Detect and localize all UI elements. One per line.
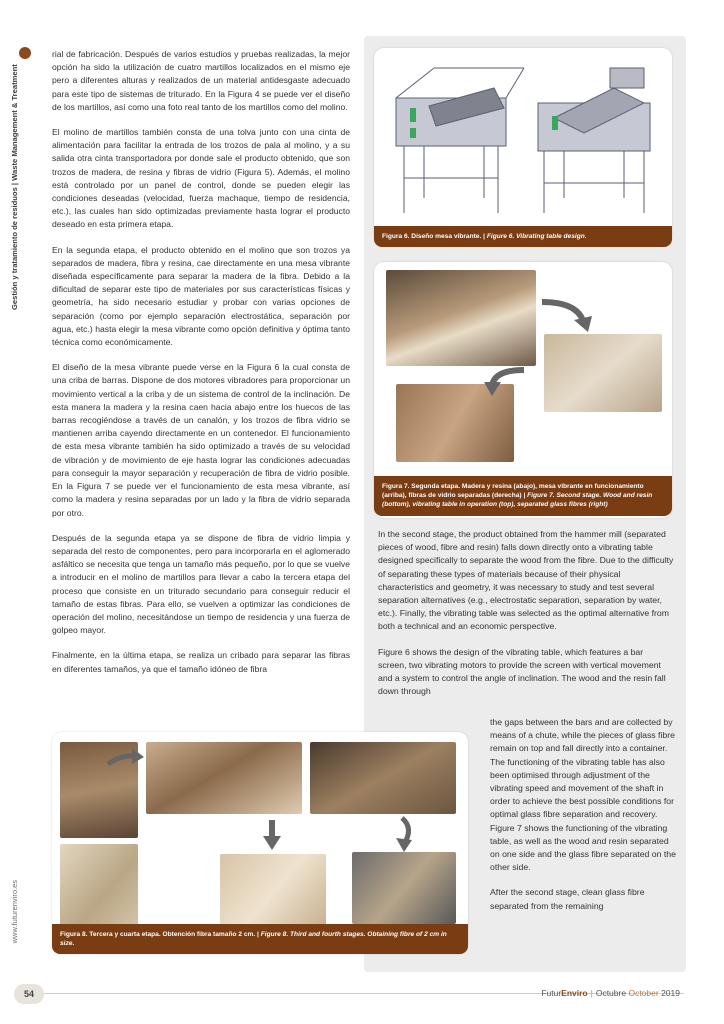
process-arrow-icon (52, 732, 468, 954)
month-es: Octubre (595, 988, 627, 998)
month-en: October (628, 988, 659, 998)
page-number: 54 (14, 984, 44, 1004)
year: 2019 (661, 988, 680, 998)
figure-6-card (374, 48, 672, 246)
section-label: Gestión y tratamiento de residuos | Waste Management & Treatment (10, 64, 19, 310)
brand-name-a: Futur (541, 988, 562, 998)
paragraph: the gaps between the bars and are collected by means of a chute, while the pieces of glass fibre remain on top and fall directly into a container. The functioning of the vibrating table has also been optimised through adjustment of the vibrating speed and movement of the shaft in order to achieve the best possible conditions for optimal glass fibre separation and recovery. Figure 7 shows the functioning of the vibrating table, as well as the wood and resin separated on one side and the glass fibre separated on the other side. (490, 717, 676, 873)
process-arrow-icon (374, 262, 672, 472)
figure-7-card (374, 262, 672, 518)
vibrating-table-design-drawing (374, 48, 672, 223)
paragraph: El molino de martillos también consta de una tolva junto con una cinta de alimentación para facilitar la entrada de los trozos de pala al molino, y a su salida otra cinta transportadora por donde sale el producto obtenido, que son trozos de madera, de resina y fibras de vidrio (Figura 5). Además, el molino está controlado por un panel de control, donde se pueden elegir las condiciones deseadas (velocidad, fuerza machaque, tiempo de residencia, etc.), las cuales han sido optimizadas previamente hasta lograr el producto deseado en esta primera etapa. (52, 127, 350, 230)
figure-8-caption: Figura 8. Tercera y cuarta etapa. Obtención fibra tamaño 2 cm. | Figure 8. Third and fourth stages. Obtaining fibre of 2 cm in size. (52, 924, 468, 954)
paragraph: Después de la segunda etapa ya se dispone de fibra de vidrio limpia y separada del resto de componentes, pero para incorporarla en el aglomerado asfáltico se necesita que tenga un tamaño más pequeño, por lo que se vuelve a introducir en el molino de martillos para llevar a cabo la tercera etapa del proceso que consiste en un triturado secundario para conseguir reducir el tamaño de estas fibras. Para ello, se vuelven a optimizar las condiciones de operación del molino, necesitándose un tiempo de residencia y una fuerza de golpeo mayor. (52, 532, 350, 636)
website-label[interactable]: www.futurenviro.es (10, 880, 19, 944)
right-article-column (378, 528, 674, 710)
figure-8-card (52, 732, 468, 954)
paragraph: El diseño de la mesa vibrante puede verse en la Figura 6 la cual consta de una criba de barras. Dispone de dos motores vibradores para proporcionar un movimiento vertical a la criba y de un sistema de control de la inclinación. De esta manera la madera y la resina caen hacia abajo entre los huecos de las barras recogiéndose a través de un canalón, y los trozos de fibra vidrio se mantienen arriba cayendo directamente en un contenedor. El funcionamiento de esta mesa vibrante también ha sido optimizado a través de su velocidad de vibración y de movimiento de eje hasta lograr las condiciones adecuadas para conseguir la mayor separación y recuperación de fibra de vidrio posible. En la Figura 7 se puede ver el funcionamiento de esta mesa vibrante, así como la madera y resina separadas por un lado y la fibra de vidrio separada por otro. (52, 362, 350, 518)
section-marker-dot (19, 47, 31, 59)
paragraph: Figure 6 shows the design of the vibrating table, which features a bar screen, two vibrating motors to provide the screen with vertical movement and a system to control the angle of inclination. The wood and the resin fall down through (378, 646, 666, 697)
left-article-column (52, 48, 350, 688)
footer-publication: FuturEnviro | Octubre October 2019 (541, 988, 680, 998)
paragraph: rial de fabricación. Después de varios estudios y pruebas realizadas, la mejor opción ha sido la utilización de cuatro martillos localizados en el mismo eje pero a diferentes alturas y realizados de un material antidesgaste adecuado para este tipo de sistemas de triturado. En la Figura 4 se puede ver el diseño de los martillos, así como una foto real tanto de los martillos como del molino. (52, 49, 350, 112)
figure-7-caption: Figura 7. Segunda etapa. Madera y resina (abajo), mesa vibrante en funcionamiento (arriba), fibras de vidrio separadas (derecha) | Figure 7. Second stage. Wood and resin (bottom), vibrating table in operation (top), separated glass fibres (right) (374, 476, 672, 516)
paragraph: Finalmente, en la última etapa, se realiza un cribado para separar las fibras en diferentes tamaños, ya que el tamaño idóneo de fibra (52, 650, 350, 674)
paragraph: In the second stage, the product obtained from the hammer mill (separated pieces of wood, fibre and resin) falls down directly onto a vibrating table designed specifically to separate the wood from the fibre. Due to the difficulty of separating these types of materials because of their physical characteristics and geometry, it was necessary to study and test several separation alternatives (e.g., electrostatic separation, separation by water, etc.). Finally, the vibrating table was selected as the optimal alternative from both a technical and an economic perspective. (378, 529, 674, 632)
right-article-column-narrow (490, 716, 676, 925)
brand-name-b: Enviro (561, 988, 588, 998)
paragraph: After the second stage, clean glass fibre separated from the remaining (490, 887, 645, 911)
paragraph: En la segunda etapa, el producto obtenido en el molino que son trozos ya separados de madera, fibra y resina, cae directamente en una mesa vibrante diseñada específicamente para separar la madera de la fibra. Debido a la dificultad de separar este tipo de materiales por sus características físicas y geometría, ha sido necesario estudiar y probar con varias opciones de separación (como por ejemplo separación electrostática, separación por agua, etc.) hasta elegir la mesa vibrante como opción definitiva y óptima tanto técnica como económicamente. (52, 244, 350, 348)
figure-6-caption: Figura 6. Diseño mesa vibrante. | Figure 6. Vibrating table design. (374, 226, 672, 247)
